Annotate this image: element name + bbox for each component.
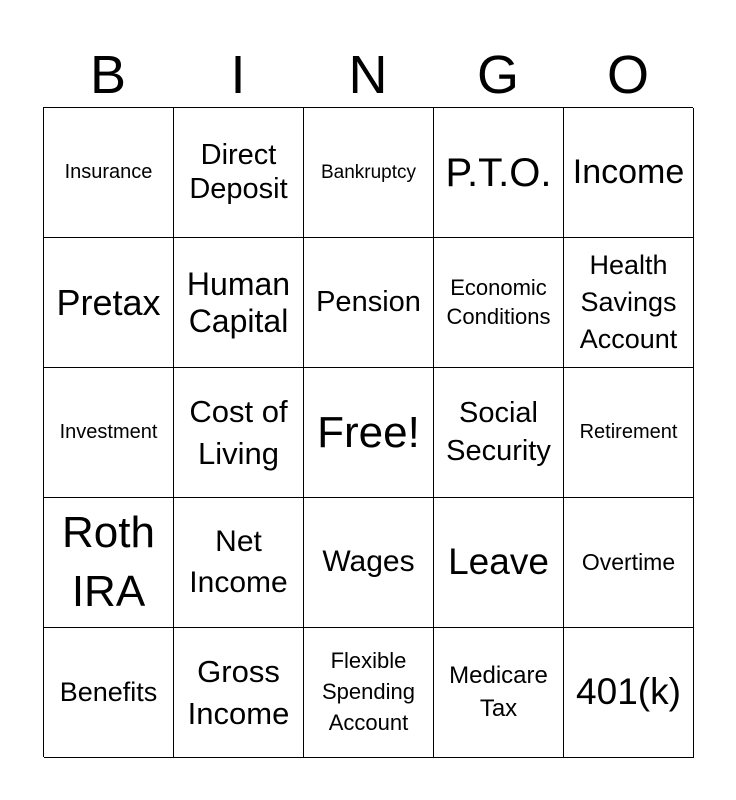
bingo-cell: Cost of Living xyxy=(174,368,304,498)
bingo-cell: Free! xyxy=(304,368,434,498)
bingo-cell: Social Security xyxy=(434,368,564,498)
bingo-cell: Pretax xyxy=(44,238,174,368)
bingo-cell: Human Capital xyxy=(174,238,304,368)
bingo-cell: P.T.O. xyxy=(434,108,564,238)
header-letter-i: I xyxy=(230,45,246,105)
bingo-cell: Health Savings Account xyxy=(564,238,694,368)
bingo-cell: 401(k) xyxy=(564,628,694,758)
bingo-cell: Flexible Spending Account xyxy=(304,628,434,758)
header-letter-o: O xyxy=(606,45,649,105)
bingo-cell: Direct Deposit xyxy=(174,108,304,238)
bingo-cell: Overtime xyxy=(564,498,694,628)
bingo-cell: Pension xyxy=(304,238,434,368)
bingo-cell: Investment xyxy=(44,368,174,498)
bingo-cell: Net Income xyxy=(174,498,304,628)
bingo-cell: Roth IRA xyxy=(44,498,174,628)
bingo-cell: Gross Income xyxy=(174,628,304,758)
header-letter-n: N xyxy=(348,45,388,105)
bingo-board xyxy=(43,107,693,757)
bingo-header xyxy=(43,42,693,108)
bingo-cell: Leave xyxy=(434,498,564,628)
bingo-cell: Economic Conditions xyxy=(434,238,564,368)
bingo-cell: Benefits xyxy=(44,628,174,758)
bingo-cell: Medicare Tax xyxy=(434,628,564,758)
header-letter-b: B xyxy=(89,45,127,105)
bingo-cell: Insurance xyxy=(44,108,174,238)
bingo-cell: Bankruptcy xyxy=(304,108,434,238)
header-letter-g: G xyxy=(476,45,519,105)
bingo-cell: Income xyxy=(564,108,694,238)
bingo-cell: Retirement xyxy=(564,368,694,498)
bingo-cell: Wages xyxy=(304,498,434,628)
